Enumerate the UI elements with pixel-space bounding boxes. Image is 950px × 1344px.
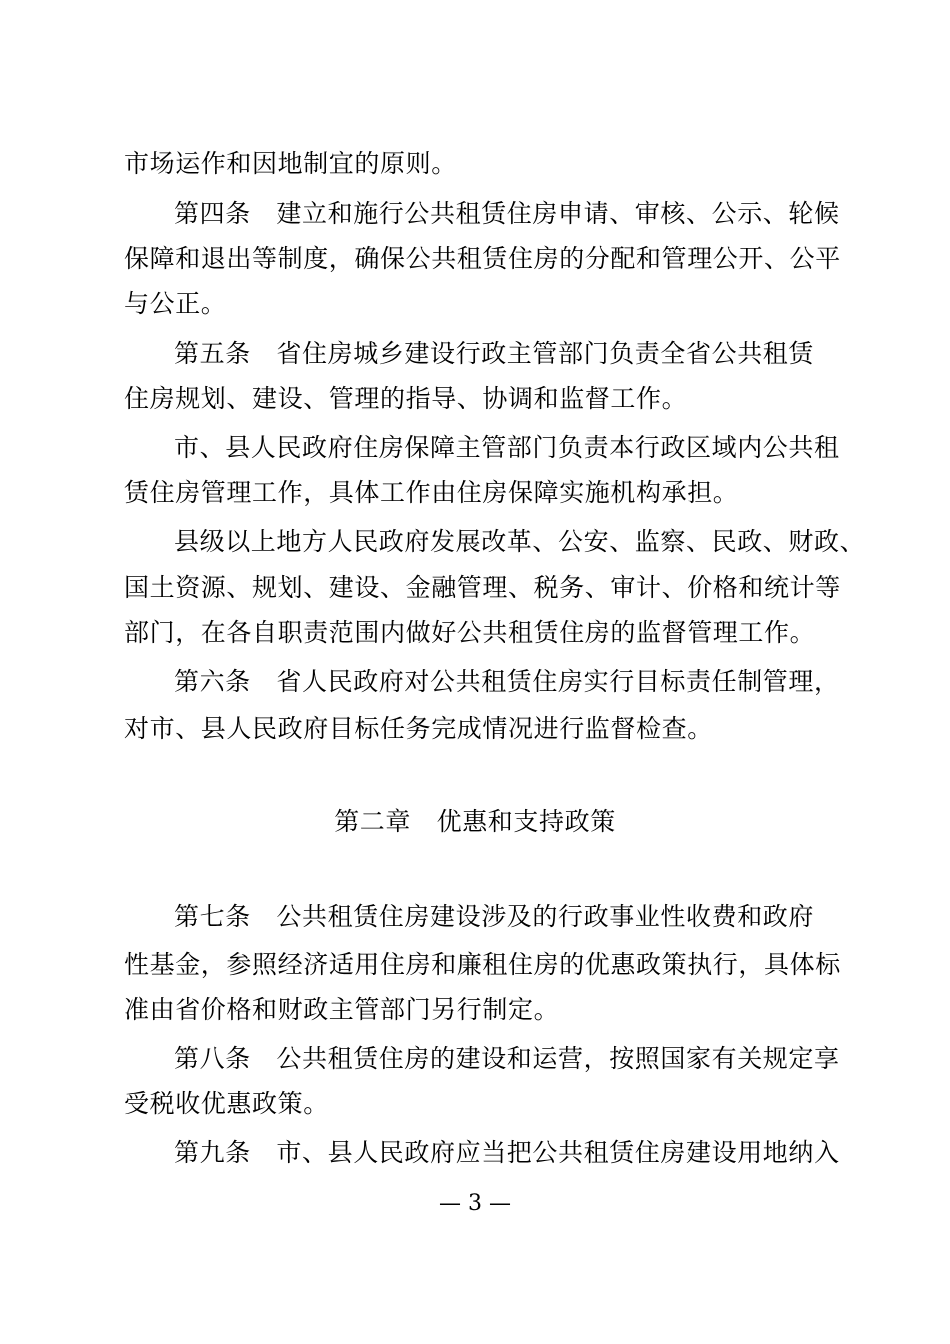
text-line: 对市、县人民政府目标任务完成情况进行监督检查。: [124, 714, 713, 743]
text-line: 与公正。: [124, 289, 227, 318]
chapter-heading: 第二章 优惠和支持政策: [334, 807, 616, 836]
paragraph-line: 县级以上地方人民政府发展改革、公安、监察、民政、财政、: [174, 527, 866, 556]
text-line: 赁住房管理工作，具体工作由住房保障实施机构承担。: [124, 478, 739, 507]
text-line: 国土资源、规划、建设、金融管理、税务、审计、价格和统计等: [124, 573, 841, 602]
text-line: 市场运作和因地制宜的原则。: [124, 149, 457, 178]
text-line: 保障和退出等制度，确保公共租赁住房的分配和管理公开、公平: [124, 244, 841, 273]
text-line: 受税收优惠政策。: [124, 1089, 329, 1118]
text-line: 准由省价格和财政主管部门另行制定。: [124, 995, 560, 1024]
article-7-line: 第七条 公共租赁住房建设涉及的行政事业性收费和政府: [174, 902, 815, 931]
article-6-line: 第六条 省人民政府对公共租赁住房实行目标责任制管理，: [174, 667, 840, 696]
text-line: 住房规划、建设、管理的指导、协调和监督工作。: [124, 384, 688, 413]
article-8-line: 第八条 公共租赁住房的建设和运营，按照国家有关规定享: [174, 1044, 840, 1073]
article-9-line: 第九条 市、县人民政府应当把公共租赁住房建设用地纳入: [174, 1138, 840, 1167]
article-4-line: 第四条 建立和施行公共租赁住房申请、审核、公示、轮候: [174, 199, 840, 228]
text-line: 性基金，参照经济适用住房和廉租住房的优惠政策执行，具体标: [124, 950, 841, 979]
text-line: 部门，在各自职责范围内做好公共租赁住房的监督管理工作。: [124, 618, 816, 647]
article-5-line: 第五条 省住房城乡建设行政主管部门负责全省公共租赁: [174, 339, 815, 368]
paragraph-line: 市、县人民政府住房保障主管部门负责本行政区域内公共租: [174, 433, 840, 462]
page-number: — 3 —: [439, 1191, 511, 1216]
